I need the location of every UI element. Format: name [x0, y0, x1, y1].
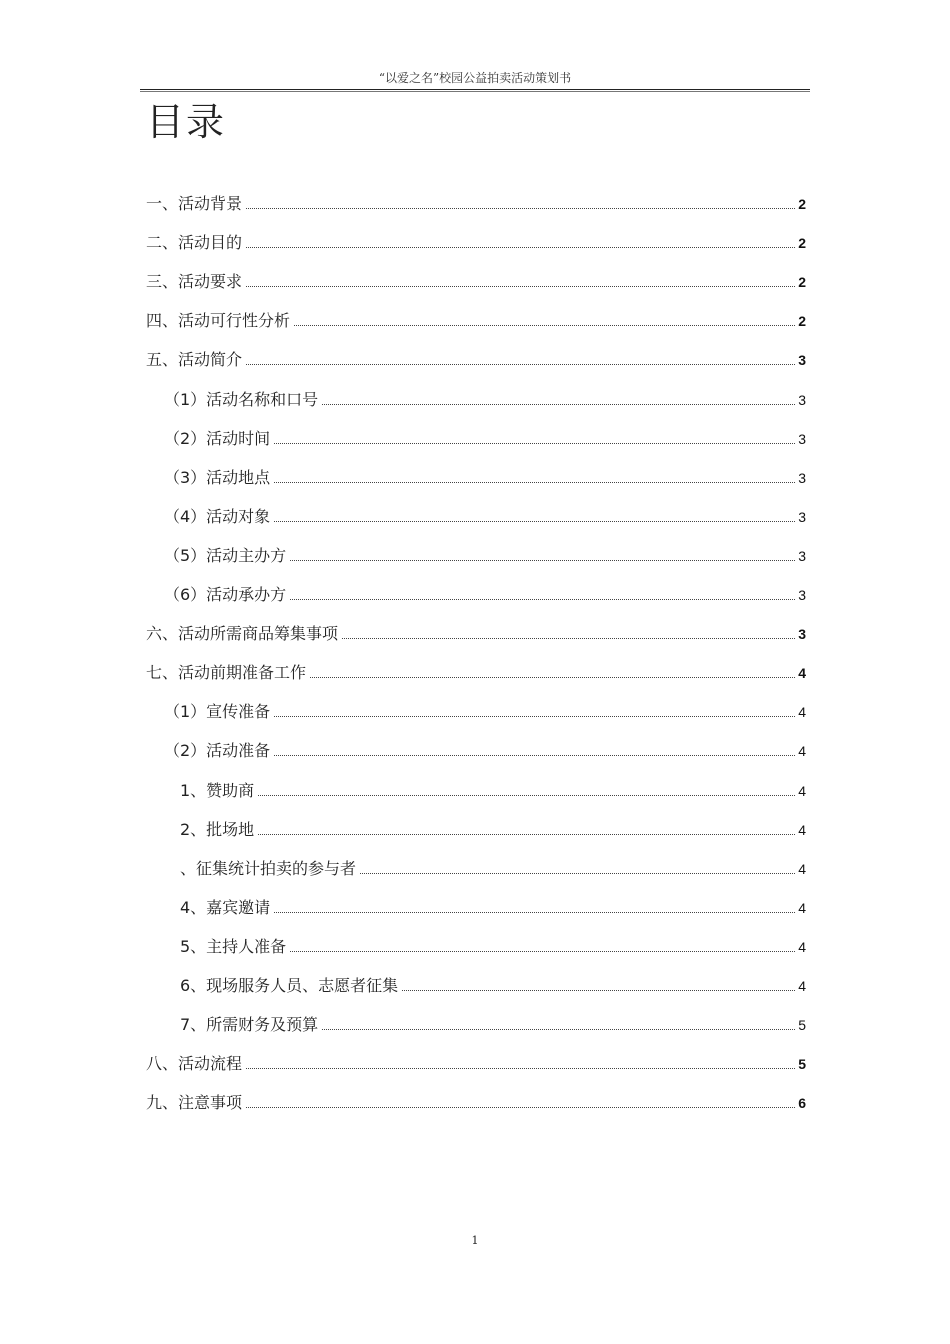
toc-entry-label: （2）活动时间: [164, 429, 271, 448]
toc-entry-label: 一、活动背景: [146, 194, 243, 213]
toc-entry[interactable]: [146, 307, 806, 331]
running-header: “以爱之名”校园公益拍卖活动策划书: [378, 71, 572, 85]
toc-entry-page-number: 3: [798, 548, 806, 564]
dot-leader: [310, 676, 795, 678]
toc-entry[interactable]: [164, 386, 806, 410]
page-number: 1: [471, 1234, 479, 1247]
toc-entry[interactable]: [180, 816, 806, 840]
toc-entry-label: 四、活动可行性分析: [146, 311, 291, 330]
dot-leader: [360, 872, 795, 874]
toc-entry[interactable]: [146, 229, 806, 253]
toc-entry[interactable]: [180, 1011, 806, 1035]
dot-leader: [342, 637, 795, 639]
toc-entry-page-number: 3: [798, 431, 806, 447]
toc-entry[interactable]: [164, 737, 806, 761]
toc-entry-label: （5）活动主办方: [164, 546, 287, 565]
dot-leader: [322, 403, 795, 405]
toc-entry[interactable]: [164, 698, 806, 722]
toc-entry-label: 三、活动要求: [146, 272, 243, 291]
dot-leader: [290, 950, 795, 952]
dot-leader: [246, 285, 795, 287]
toc-entry[interactable]: [164, 542, 806, 566]
toc-entry-page-number: 4: [798, 822, 806, 838]
toc-entry-label: 五、活动简介: [146, 350, 243, 369]
toc-entry-label: 、征集统计拍卖的参与者: [180, 859, 357, 878]
toc-entry-page-number: 4: [798, 900, 806, 916]
toc-entry-label: （2）活动准备: [164, 741, 271, 760]
toc-entry-page-number: 3: [798, 352, 806, 368]
toc-entry[interactable]: [146, 190, 806, 214]
toc-entry-label: 5、主持人准备: [180, 937, 287, 956]
toc-title: 目录: [146, 100, 227, 144]
toc-entry-page-number: 4: [798, 939, 806, 955]
toc-entry-page-number: 3: [798, 626, 806, 642]
dot-leader: [258, 794, 795, 796]
dot-leader: [246, 207, 795, 209]
toc-entry-page-number: 3: [798, 470, 806, 486]
toc-entry-page-number: 5: [798, 1056, 806, 1072]
toc-entry-page-number: 4: [798, 783, 806, 799]
dot-leader: [274, 911, 795, 913]
toc-entry-page-number: 3: [798, 392, 806, 408]
toc-entry-label: 六、活动所需商品筹集事项: [146, 624, 339, 643]
toc-entry[interactable]: [164, 503, 806, 527]
header-divider: [140, 89, 810, 90]
toc-entry-label: 7、所需财务及预算: [180, 1015, 319, 1034]
toc-entry-label: 2、批场地: [180, 820, 255, 839]
toc-entry-label: 二、活动目的: [146, 233, 243, 252]
toc-entry-page-number: 3: [798, 509, 806, 525]
toc-entry-label: （6）活动承办方: [164, 585, 287, 604]
dot-leader: [258, 833, 795, 835]
toc-entry[interactable]: [180, 855, 806, 879]
toc-entry[interactable]: [180, 972, 806, 996]
toc-entry[interactable]: [146, 1089, 806, 1113]
dot-leader: [246, 363, 795, 365]
toc-entry-page-number: 2: [798, 274, 806, 290]
toc-entry[interactable]: [164, 464, 806, 488]
toc-entry-page-number: 4: [798, 743, 806, 759]
toc-entry-page-number: 2: [798, 235, 806, 251]
toc-entry[interactable]: [146, 1050, 806, 1074]
toc-entry-page-number: 4: [798, 861, 806, 877]
toc-entry[interactable]: [180, 777, 806, 801]
toc-entry-label: 七、活动前期准备工作: [146, 663, 307, 682]
dot-leader: [274, 715, 795, 717]
dot-leader: [274, 754, 795, 756]
toc-entry-label: 八、活动流程: [146, 1054, 243, 1073]
dot-leader: [274, 442, 795, 444]
toc-entry-label: （3）活动地点: [164, 468, 271, 487]
toc-entry[interactable]: [146, 268, 806, 292]
dot-leader: [274, 481, 795, 483]
toc-entry-label: （1）活动名称和口号: [164, 390, 319, 409]
toc-entry-page-number: 3: [798, 587, 806, 603]
toc-entry[interactable]: [164, 581, 806, 605]
dot-leader: [246, 1067, 795, 1069]
toc-entry-label: 4、嘉宾邀请: [180, 898, 271, 917]
dot-leader: [290, 559, 795, 561]
toc-entry-page-number: 4: [798, 978, 806, 994]
toc-entry-page-number: 6: [798, 1095, 806, 1111]
toc-entry-label: （1）宣传准备: [164, 702, 271, 721]
toc-entry-label: 1、赞助商: [180, 781, 255, 800]
toc-entry-page-number: 4: [798, 704, 806, 720]
toc-entry-label: 6、现场服务人员、志愿者征集: [180, 976, 399, 995]
dot-leader: [274, 520, 795, 522]
toc-entry-page-number: 4: [798, 665, 806, 681]
dot-leader: [322, 1028, 795, 1030]
dot-leader: [294, 324, 795, 326]
dot-leader: [246, 1106, 795, 1108]
dot-leader: [402, 989, 795, 991]
toc-entry[interactable]: [180, 933, 806, 957]
toc-entry-label: （4）活动对象: [164, 507, 271, 526]
toc-entry-page-number: 2: [798, 313, 806, 329]
toc-entry-page-number: 2: [798, 196, 806, 212]
toc-entry-page-number: 5: [798, 1017, 806, 1033]
dot-leader: [246, 246, 795, 248]
dot-leader: [290, 598, 795, 600]
toc-entry[interactable]: [180, 894, 806, 918]
toc-entry[interactable]: [146, 659, 806, 683]
toc-entry-label: 九、注意事项: [146, 1093, 243, 1112]
toc-entry[interactable]: [146, 346, 806, 370]
toc-entry[interactable]: [164, 425, 806, 449]
toc-entry[interactable]: [146, 620, 806, 644]
